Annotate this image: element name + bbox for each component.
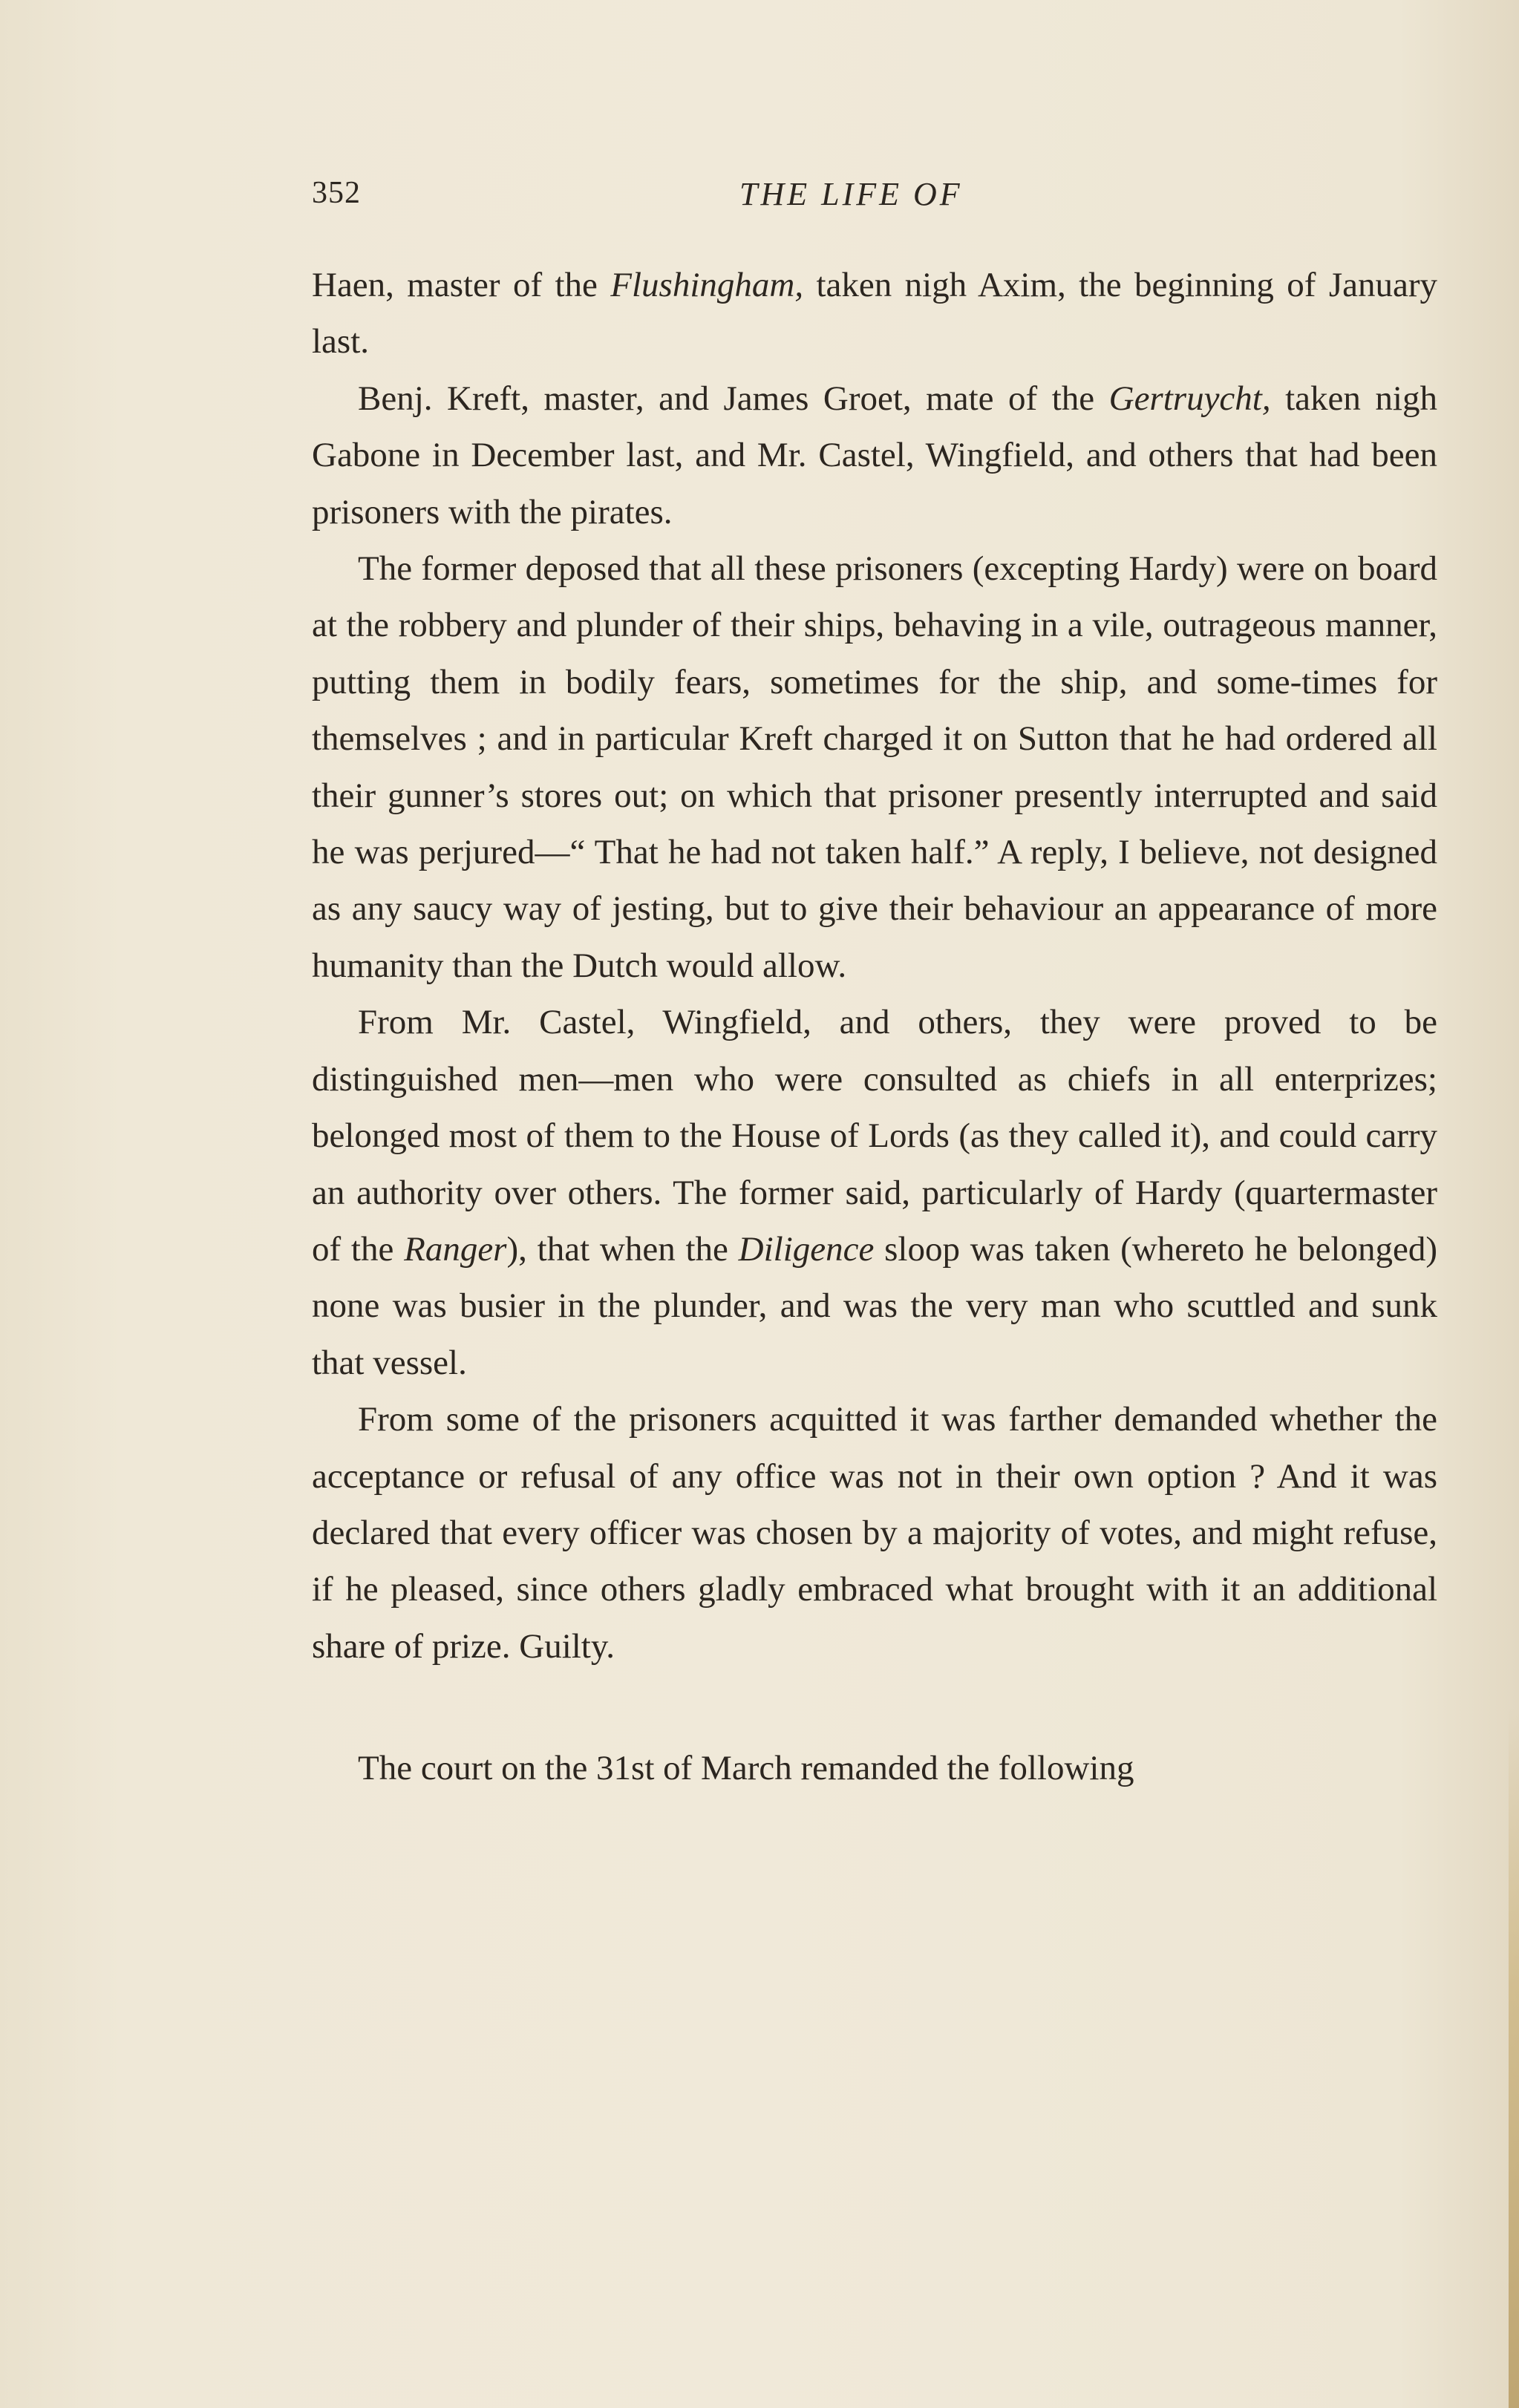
ship-name-gertruycht: Gertruycht,: [1108, 379, 1271, 418]
ship-name-flushingham: Flushingham,: [610, 266, 804, 304]
ship-name-diligence: Diligence: [738, 1229, 875, 1269]
paragraph-5: [312, 1391, 1437, 1675]
running-title: THE LIFE OF: [739, 176, 963, 212]
text-segment: sloop was taken (whereto he belonged) none was busier in the plunder, and was the very man who scuttled and sunk that vessel.: [312, 1229, 1437, 1382]
text-segment: ), that when the: [506, 1229, 739, 1269]
text-segment: The former deposed that all these prisoners (excepting Hardy) were on board at the robbery and plunder of their ships, behaving in a vile, outrageous manner, putting them in bodily fears, sometimes for the ship, and some-times for themselves ; and in particular Kreft charged it on Sutton that he had ordered all their gunner’s stores out; on which that prisoner presently interrupted and said he was perjured—“ That he had not taken half.” A reply, I believe, not designed as any saucy way of jesting, but to give their behaviour an appearance of more humanity than the Dutch would allow.: [312, 549, 1437, 985]
paragraph-3: [312, 540, 1437, 994]
paragraph-final: [312, 1740, 1437, 1796]
paragraph-2: [312, 370, 1437, 540]
text-segment: taken nigh Gabone in December last, and Mr. Castel, Wingfield, and others that had been prisoners with the pirates.: [312, 379, 1437, 531]
paragraph-1: [312, 257, 1437, 370]
text-segment: Haen, master of the: [312, 266, 611, 304]
page-number: 352: [312, 176, 361, 210]
text-segment: The court on the 31st of March remanded the following: [358, 1749, 1134, 1788]
body-text: [312, 257, 1437, 1797]
paragraph-4: [312, 994, 1437, 1391]
paragraph-gap: [312, 1675, 1437, 1731]
text-segment: taken nigh Axim, the beginning of January last.: [312, 266, 1438, 361]
text-segment: Benj. Kreft, master, and James Groet, mate of the: [358, 379, 1109, 418]
page-edge-shadow: [1509, 1707, 1519, 2408]
page-header: [312, 175, 1437, 227]
text-segment: From some of the prisoners acquitted it was farther demanded whether the acceptance or refusal of any office was not in their own option ? And it was declared that every officer was chosen by a majority of votes, and might refuse, if he pleased, since others gladly embraced what brought with it an additional share of prize. Guilty.: [312, 1400, 1437, 1666]
ship-name-ranger: Ranger: [404, 1229, 507, 1269]
text-segment: From Mr. Castel, Wingfield, and others, they were proved to be distinguished men—men who were consulted as chiefs in all enterprizes; belonged most of them to the House of Lords (as they called it), and could carry an authority over others. The former said, particularly of Hardy (quartermaster of the: [312, 1003, 1437, 1269]
